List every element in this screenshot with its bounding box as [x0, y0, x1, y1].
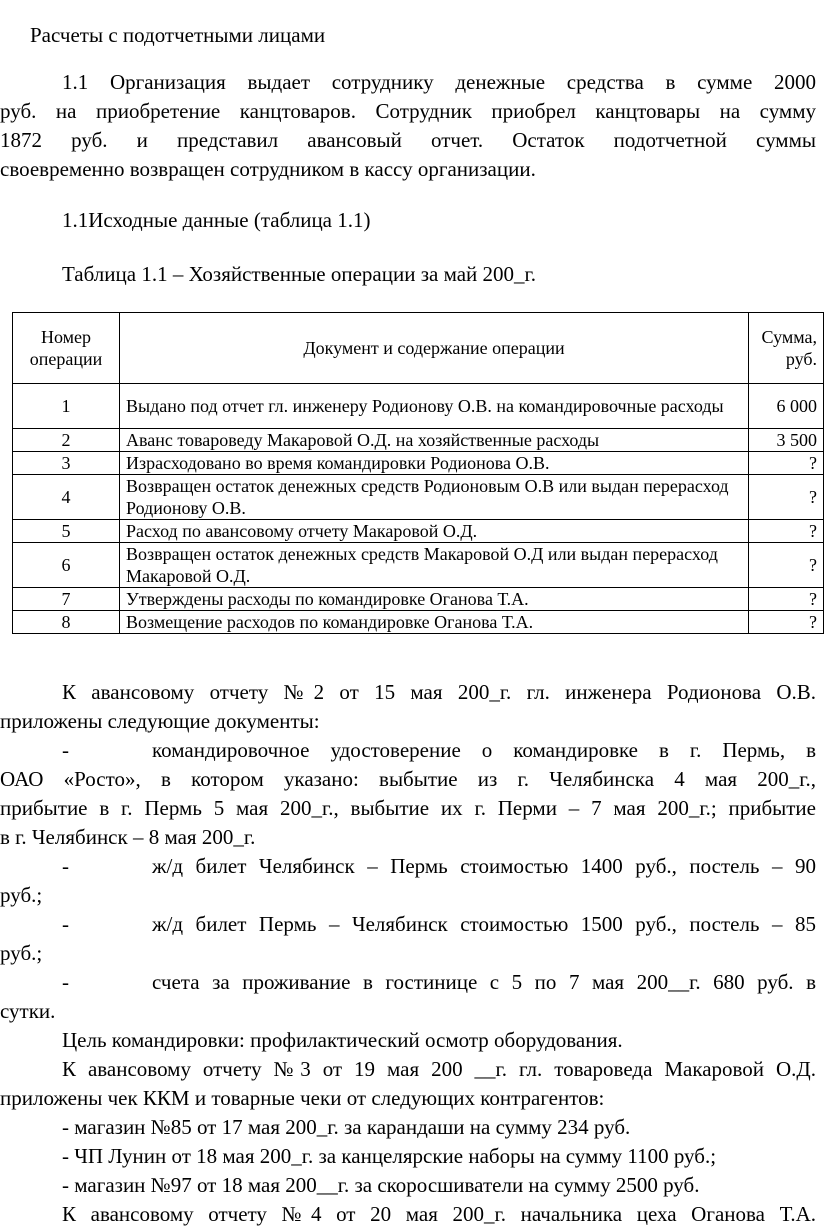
header-document: Документ и содержание операции — [120, 313, 749, 384]
bullet-text: ж/д билет Пермь – Челябинск стоимостью 1500 руб., постель – 85 — [152, 912, 816, 936]
row-document: Возвращен остаток денежных средств Родионовым О.В или выдан перерасход Родионову О.В. — [120, 475, 749, 520]
report3-intro-line-2: приложены чек ККМ и товарные чеки от следующих контрагентов: — [0, 1086, 605, 1110]
para1-line-1: 1.1 Организация выдает сотруднику денежные средства в сумме 2000 — [62, 70, 816, 94]
row-document: Выдано под отчет гл. инженеру Родионову О.В. на командировочные расходы — [120, 384, 749, 429]
row-sum: ? — [749, 588, 824, 611]
row-sum: ? — [749, 452, 824, 475]
report3-intro-line-1: К авансовому отчету №3 от 19 мая 200 __г. гл. товароведа Макаровой О.Д. — [62, 1057, 816, 1081]
row-document: Возмещение расходов по командировке Оганова Т.А. — [120, 611, 749, 634]
report2-item-3-cont: руб.; — [0, 941, 43, 965]
row-document: Расход по авансовому отчету Макаровой О.Д. — [120, 520, 749, 543]
table-row — [13, 384, 824, 429]
bullet-text: счета за проживание в гостинице с 5 по 7 мая 200__г. 680 руб. в — [152, 970, 816, 994]
table-row — [13, 452, 824, 475]
row-number: 8 — [13, 611, 120, 634]
row-sum: ? — [749, 543, 824, 588]
report2-item-1-cont-3: в г. Челябинск – 8 мая 200_г. — [0, 825, 256, 849]
row-document: Возвращен остаток денежных средств Макаровой О.Д или выдан перерасход Макаровой О.Д. — [120, 543, 749, 588]
table-row — [13, 520, 824, 543]
table-row — [13, 475, 824, 520]
report2-goal: Цель командировки: профилактический осмотр оборудования. — [62, 1028, 623, 1052]
bullet-dash: - — [62, 912, 69, 936]
section-title: 1.1Исходные данные (таблица 1.1) — [62, 208, 371, 232]
bullet-dash: - — [62, 738, 69, 762]
report3-item-2: - ЧП Лунин от 18 мая 200_г. за канцелярские наборы на сумму 1100 руб.; — [62, 1144, 717, 1168]
report2-item-1-cont-2: прибытие в г. Пермь 5 мая 200_г., выбытие их г. Перми – 7 мая 200_г.; прибытие — [0, 796, 816, 820]
row-sum: ? — [749, 611, 824, 634]
report3-item-3: - магазин №97 от 18 мая 200__г. за скоросшиватели на сумму 2500 руб. — [62, 1173, 700, 1197]
bullet-text: ж/д билет Челябинск – Пермь стоимостью 1400 руб., постель – 90 — [152, 854, 816, 878]
row-sum: 3 500 — [749, 429, 824, 452]
para1-line-3: 1872 руб. и представил авансовый отчет. Остаток подотчетной суммы — [0, 128, 816, 152]
header-number: Номер операции — [13, 313, 120, 384]
bullet-dash: - — [62, 970, 69, 994]
table-header-row — [13, 313, 824, 384]
document-heading: Расчеты с подотчетными лицами — [30, 23, 326, 47]
table-row — [13, 588, 824, 611]
row-document: Аванс товароведу Макаровой О.Д. на хозяйственные расходы — [120, 429, 749, 452]
report2-item-4-cont: сутки. — [0, 999, 56, 1023]
report2-item-2-cont: руб.; — [0, 883, 43, 907]
row-number: 5 — [13, 520, 120, 543]
row-sum: ? — [749, 475, 824, 520]
para1-line-2: руб. на приобретение канцтоваров. Сотрудник приобрел канцтовары на сумму — [0, 99, 816, 123]
row-number: 6 — [13, 543, 120, 588]
row-number: 1 — [13, 384, 120, 429]
table-row — [13, 611, 824, 634]
operations-table — [12, 312, 824, 634]
para1-line-4: своевременно возвращен сотрудником в кассу организации. — [0, 157, 536, 181]
row-document: Утверждены расходы по командировке Оганова Т.А. — [120, 588, 749, 611]
row-number: 7 — [13, 588, 120, 611]
row-number: 3 — [13, 452, 120, 475]
row-number: 2 — [13, 429, 120, 452]
report2-item-1-cont-1: ОАО «Росто», в котором указано: выбытие из г. Челябинска 4 мая 200_г., — [0, 767, 816, 791]
row-sum: ? — [749, 520, 824, 543]
report3-item-1: - магазин №85 от 17 мая 200_г. за карандаши на сумму 234 руб. — [62, 1115, 631, 1139]
header-sum: Сумма, руб. — [749, 313, 824, 384]
report4-intro-line-1: К авансовому отчету №4 от 20 мая 200_г. начальника цеха Оганова Т.А. — [62, 1202, 816, 1226]
report2-intro-line-2: приложены следующие документы: — [0, 709, 320, 733]
table-caption: Таблица 1.1 – Хозяйственные операции за май 200_г. — [62, 262, 537, 286]
row-sum: 6 000 — [749, 384, 824, 429]
bullet-dash: - — [62, 854, 69, 878]
row-number: 4 — [13, 475, 120, 520]
report2-intro-line-1: К авансовому отчету №2 от 15 мая 200_г. гл. инженера Родионова О.В. — [62, 680, 816, 704]
row-document: Израсходовано во время командировки Родионова О.В. — [120, 452, 749, 475]
bullet-text: командировочное удостоверение о командировке в г. Пермь, в — [152, 738, 816, 762]
table-row — [13, 543, 824, 588]
table-row — [13, 429, 824, 452]
